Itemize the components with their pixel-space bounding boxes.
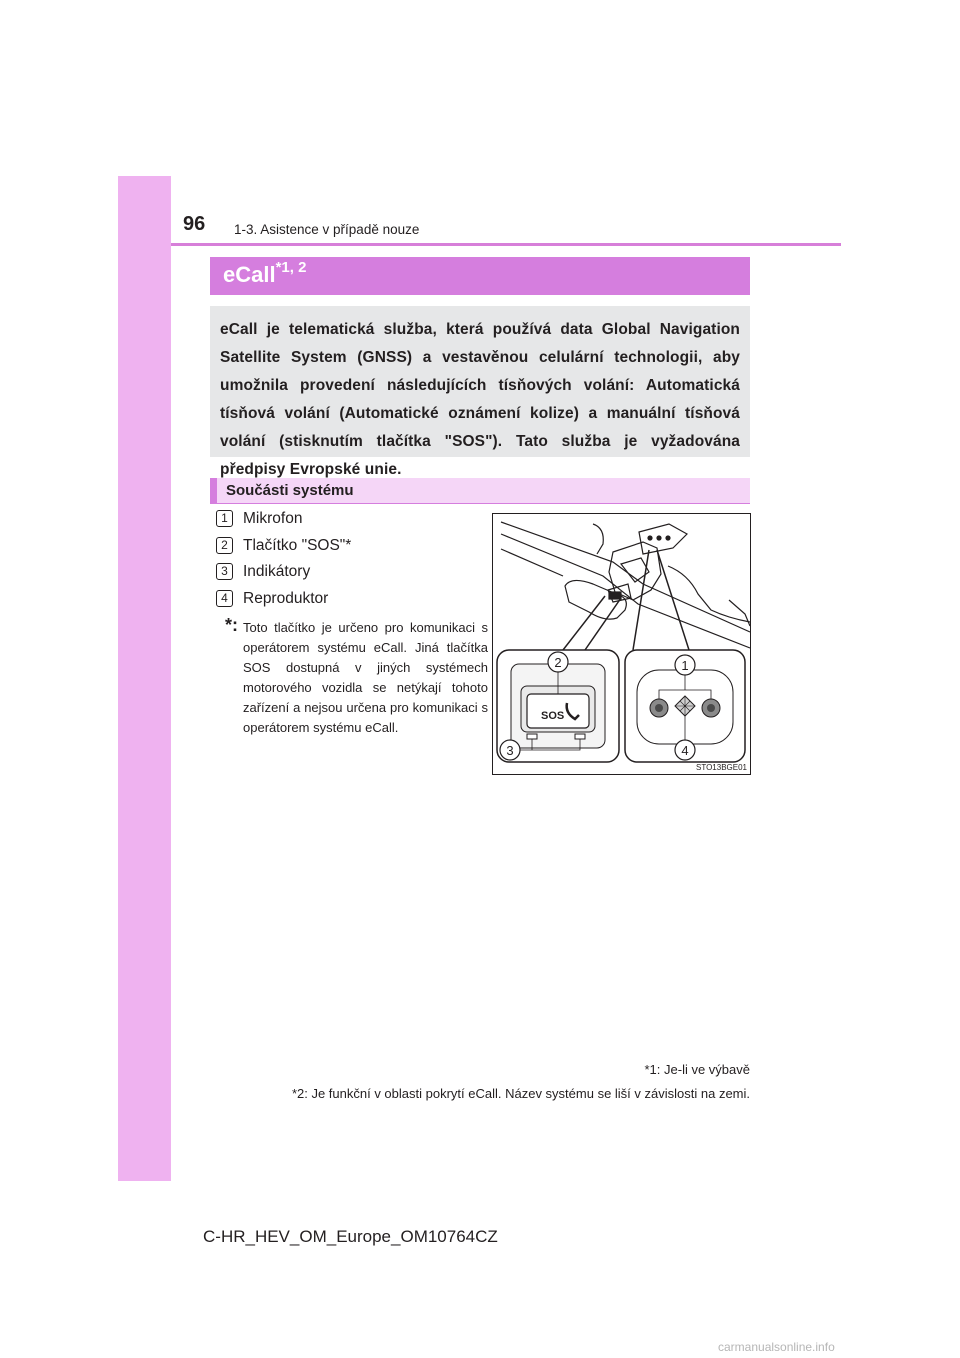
sos-button-label: SOS — [541, 710, 565, 722]
overhead-console-drawing — [501, 522, 750, 650]
title-superscript: *1, 2 — [275, 259, 307, 276]
sub-heading-text: Součásti systému — [226, 482, 354, 499]
item-number-badge: 2 — [216, 537, 233, 554]
header-rule — [171, 243, 841, 246]
component-illustration — [492, 513, 751, 775]
document-code: C-HR_HEV_OM_Europe_OM10764CZ — [203, 1227, 498, 1246]
sos-button-panel — [497, 650, 619, 762]
callout-4: 4 — [681, 743, 689, 758]
callout-2: 2 — [554, 655, 562, 670]
item-label: Indikátory — [243, 563, 311, 580]
item-label: Reproduktor — [243, 589, 329, 607]
intro-text: eCall je telematická služba, která používá data Global Navigation Satellite System (GNSS) a vestavěnou celulární technologii, aby umožnila provedení následujících tísňových volání: Automatická tísňová volání (Automatické oznámení kolize) a manuální tísňová volání (stisknutím tlačítka "SOS"). Tato služba je vyžadována předpisy Evropské unie. — [220, 321, 740, 478]
item-number-badge: 3 — [216, 563, 233, 580]
item-number-badge: 4 — [216, 590, 233, 607]
microphone-speaker-panel — [625, 650, 745, 762]
footnote-1: *1: Je-li ve výbavě — [644, 1062, 750, 1077]
footnote-marker: *: — [225, 615, 238, 635]
indicator-left — [527, 734, 537, 739]
intro-box — [210, 306, 750, 478]
side-tab-strip — [118, 176, 171, 1181]
footnote-text: Toto tlačítko je určeno pro komunikaci s operátorem systému eCall. Jiná tlačítka SOS dostupná v jiných systémech motorového vozidla se netýkají tohoto zařízení a nejsou určena pro komunikaci s operátorem systému eCall. — [243, 620, 488, 735]
title-text: eCall — [223, 262, 276, 287]
ecall-diagram — [493, 514, 750, 774]
item-label: Mikrofon — [243, 510, 303, 527]
sub-heading — [210, 478, 750, 504]
indicator-right — [575, 734, 585, 739]
section-title: 1-3. Asistence v případě nouze — [234, 222, 420, 237]
item-label: Tlačítko "SOS"* — [243, 536, 352, 554]
watermark: carmanualsonline.info — [718, 1340, 835, 1354]
page-number: 96 — [183, 213, 206, 235]
callout-1: 1 — [681, 658, 689, 673]
page-title — [223, 259, 307, 288]
callout-3: 3 — [506, 743, 514, 758]
item-number-badge: 1 — [216, 510, 233, 527]
figure-code: STO13BGE01 — [696, 763, 747, 772]
footnote-2: *2: Je funkční v oblasti pokrytí eCall. Název systému se liší v závislosti na zemi. — [291, 1086, 750, 1101]
title-bar — [210, 257, 750, 295]
